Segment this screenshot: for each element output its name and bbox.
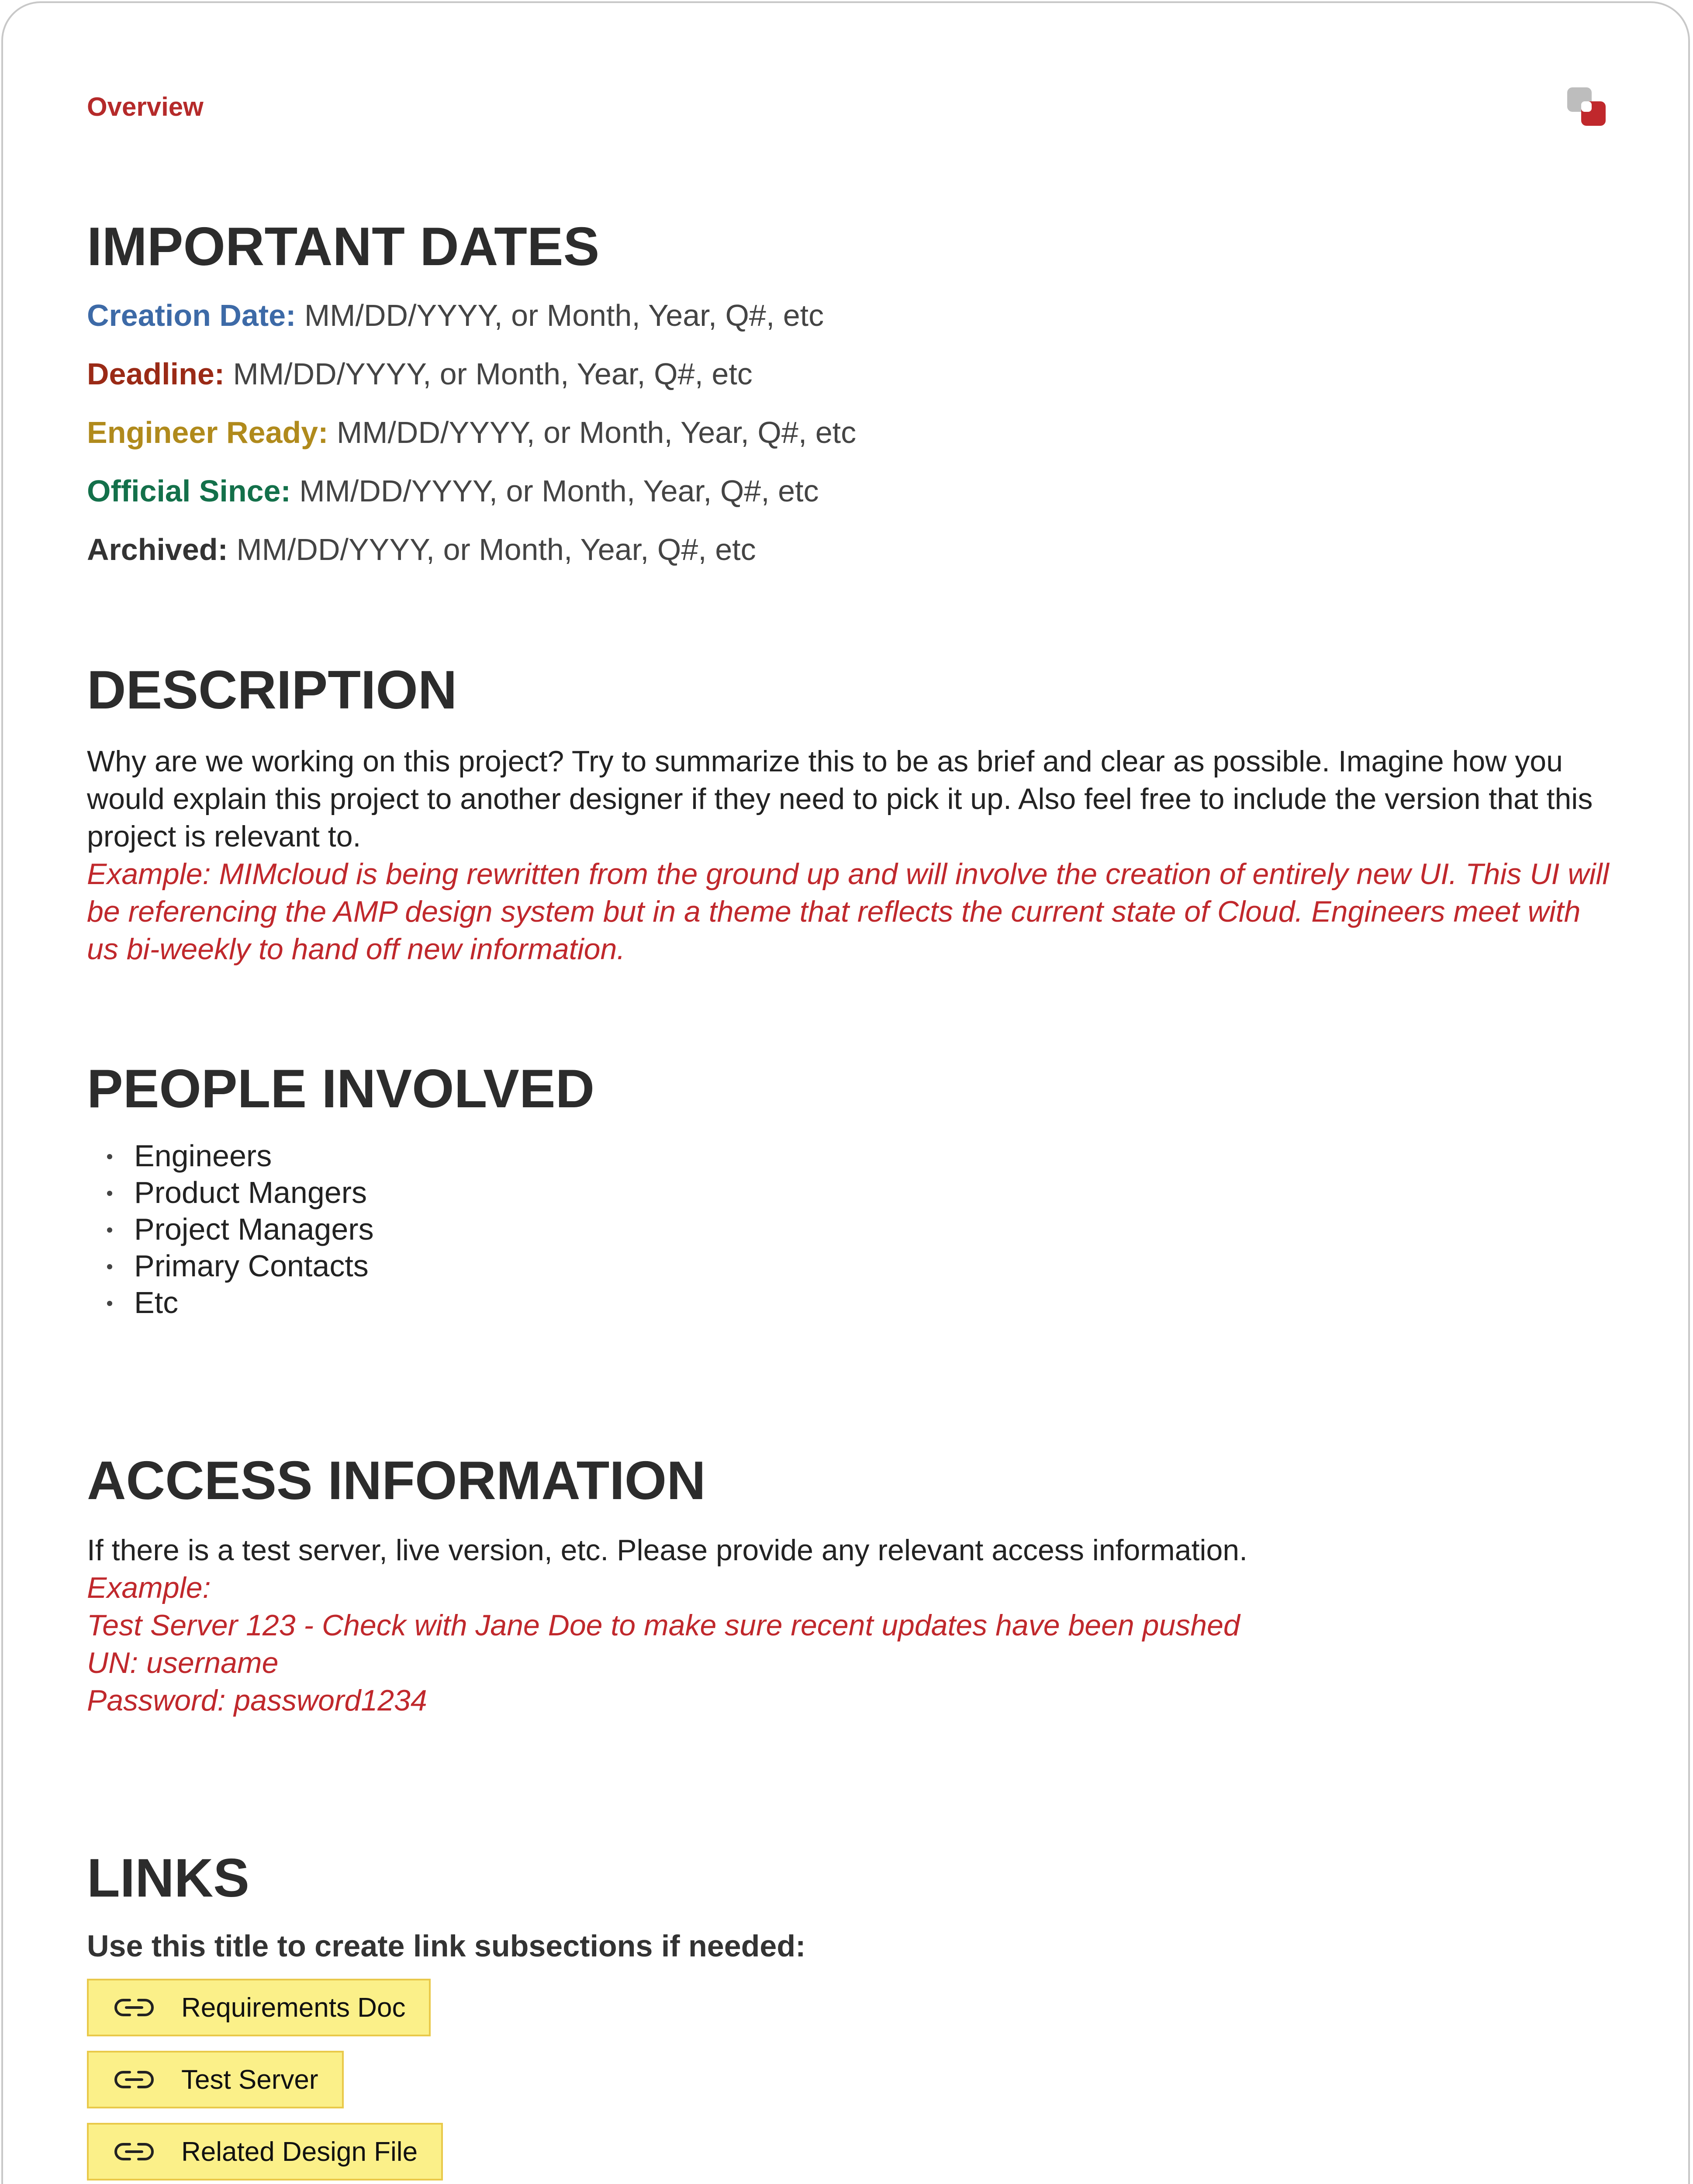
access-example-password: Password: password1234 xyxy=(87,1684,427,1717)
link-label: Requirements Doc xyxy=(181,1992,406,2023)
access-example-server: Test Server 123 - Check with Jane Doe to make sure recent updates have been pushed xyxy=(87,1609,1240,1642)
description-body: Why are we working on this project? Try to summarize this to be as brief and clear as possible. Imagine how you would explain this project to another designer if they need to pick it up. Also feel free to include the version that this project is relevant to. xyxy=(87,745,1593,853)
link-icon xyxy=(112,2141,156,2163)
date-value: MM/DD/YYYY, or Month, Year, Q#, etc xyxy=(228,532,756,567)
date-row-archived xyxy=(87,528,756,571)
list-item: Primary Contacts xyxy=(87,1248,374,1284)
access-heading: ACCESS INFORMATION xyxy=(87,1451,706,1511)
date-value: MM/DD/YYYY, or Month, Year, Q#, etc xyxy=(290,474,819,508)
app-logo-icon xyxy=(1567,87,1607,127)
access-example-username: UN: username xyxy=(87,1646,279,1679)
link-requirements-doc[interactable] xyxy=(87,1979,431,2036)
important-dates-heading: IMPORTANT DATES xyxy=(87,217,600,277)
date-label: Archived: xyxy=(87,532,228,567)
link-icon xyxy=(112,2069,156,2091)
date-value: MM/DD/YYYY, or Month, Year, Q#, etc xyxy=(328,415,857,449)
list-item: Engineers xyxy=(87,1137,374,1174)
date-label: Engineer Ready: xyxy=(87,415,328,449)
breadcrumb[interactable]: Overview xyxy=(87,92,204,121)
access-body: If there is a test server, live version, etc. Please provide any relevant access information. xyxy=(87,1534,1248,1567)
description-example: Example: MIMcloud is being rewritten from the ground up and will involve the creation of entirely new UI. This UI will be referencing the AMP design system but in a theme that reflects the current state of Cloud. Engineers meet with us bi-weekly to hand off new information. xyxy=(87,857,1609,966)
date-label: Official Since: xyxy=(87,474,291,508)
links-subtitle: Use this title to create link subsections if needed: xyxy=(87,1929,806,1963)
list-item: Product Mangers xyxy=(87,1174,374,1211)
list-item: Etc xyxy=(87,1284,374,1321)
link-label: Test Server xyxy=(181,2064,318,2095)
link-related-design-file[interactable] xyxy=(87,2123,443,2181)
people-heading: PEOPLE INVOLVED xyxy=(87,1059,595,1119)
link-test-server[interactable] xyxy=(87,2051,344,2108)
date-row-official-since xyxy=(87,469,819,513)
description-heading: DESCRIPTION xyxy=(87,660,457,720)
date-row-engineer-ready xyxy=(87,411,856,454)
access-example-label: Example: xyxy=(87,1571,211,1604)
links-heading: LINKS xyxy=(87,1848,249,1908)
link-icon xyxy=(112,1997,156,2018)
date-row-creation xyxy=(87,294,824,337)
link-label: Related Design File xyxy=(181,2136,418,2167)
people-list xyxy=(87,1137,374,1321)
list-item: Project Managers xyxy=(87,1211,374,1248)
date-label: Creation Date: xyxy=(87,298,296,332)
date-label: Deadline: xyxy=(87,357,225,391)
date-value: MM/DD/YYYY, or Month, Year, Q#, etc xyxy=(225,357,753,391)
date-value: MM/DD/YYYY, or Month, Year, Q#, etc xyxy=(296,298,824,332)
date-row-deadline xyxy=(87,352,753,396)
